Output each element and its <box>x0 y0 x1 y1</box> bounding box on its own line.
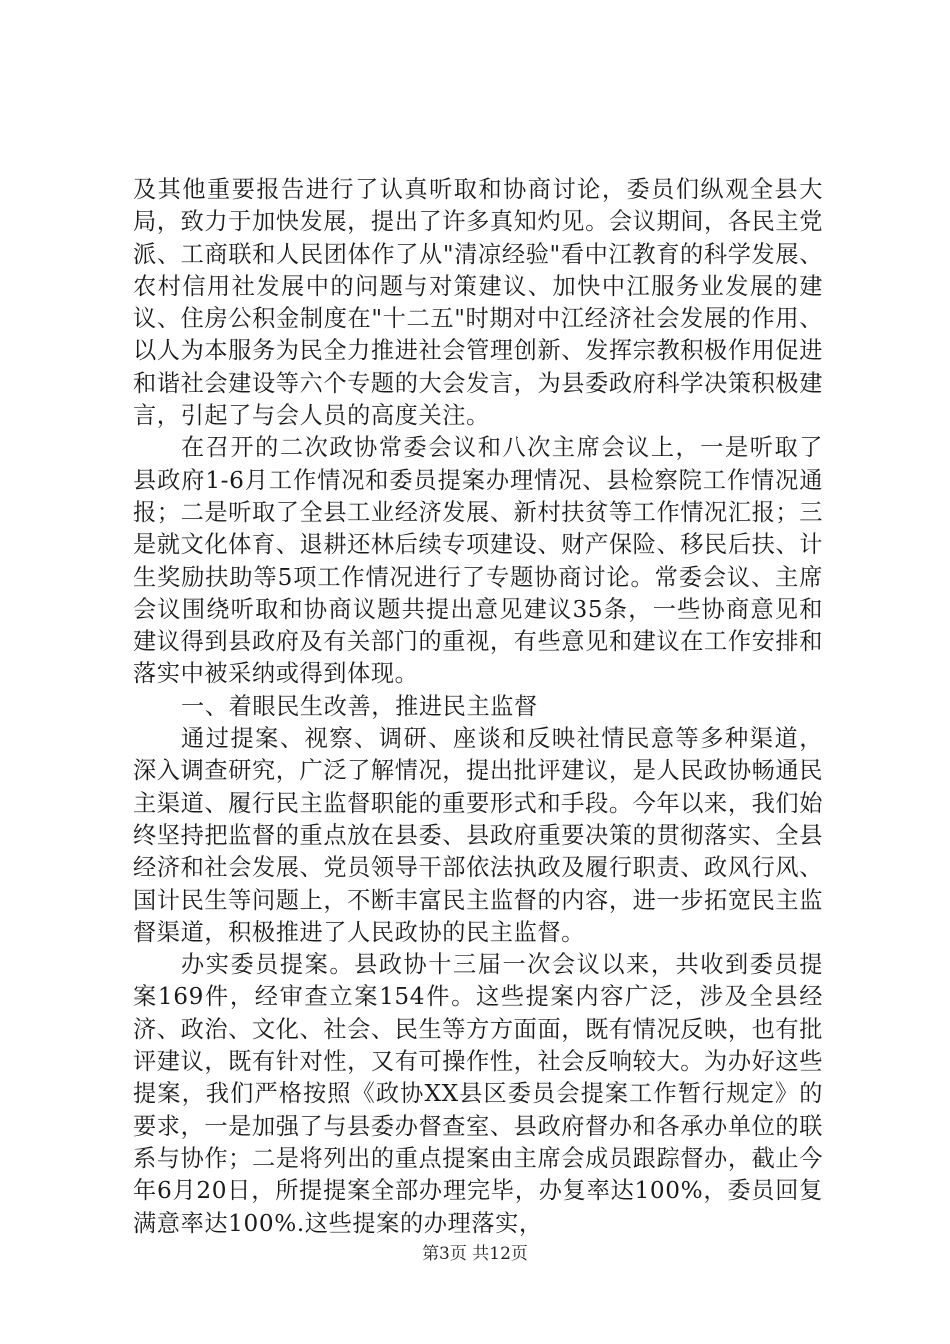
page-footer: 第3页 共12页 <box>422 1244 528 1264</box>
section-heading: 一、着眼民生改善，推进民主监督 <box>181 692 538 720</box>
paragraph-3: 通过提案、视察、调研、座谈和反映社情民意等多种渠道，深入调查研究，广泛了解情况，提出批评建议，是人民政协畅通民主渠道、履行民主监督职能的重要形式和手段。今年以来，我们始终坚持把监督的重点放在县委、县政府重要决策的贯彻落实、全县经济和社会发展、党员领导干部依法执政及履行职责、政风行风、国计民生等问题上，不断丰富民主监督的内容，进一步拓宽民主监督渠道，积极推进了人民政协的民主监督。 <box>133 725 823 946</box>
paragraph-1: 及其他重要报告进行了认真听取和协商讨论，委员们纵观全县大局，致力于加快发展，提出了许多真知灼见。会议期间，各民主党派、工商联和人民团体作了从"清凉经验"看中江教育的科学发展、农村信用社发展中的问题与对策建议、加快中江服务业发展的建议、住房公积金制度在"十二五"时期对中江经济社会发展的作用、以人为本服务为民全力推进社会管理创新、发挥宗教积极作用促进和谐社会建设等六个专题的大会发言，为县委政府科学决策积极建言，引起了与会人员的高度关注。 <box>133 176 823 430</box>
paragraph-4: 办实委员提案。县政协十三届一次会议以来，共收到委员提案169件，经审查立案154件。这些提案内容广泛，涉及全县经济、政治、文化、社会、民生等方方面面，既有情况反映，也有批评建议，既有针对性，又有可操作性，社会反响较大。为办好这些提案，我们严格按照《政协XX县区委员会提案工作暂行规定》的要求，一是加强了与县委办督查室、县政府督办和各承办单位的联系与协作；二是将列出的重点提案由主席会成员跟踪督办，截止今年6月20日，所提提案全部办理完毕，办复率达100%，委员回复满意率达100%.这些提案的办理落实， <box>133 951 823 1237</box>
body-text <box>133 174 823 1240</box>
paragraph-2: 在召开的二次政协常委会议和八次主席会议上，一是听取了县政府1-6月工作情况和委员提案办理情况、县检察院工作情况通报；二是听取了全县工业经济发展、新村扶贫等工作情况汇报；三是就文化体育、退耕还林后续专项建设、财产保险、移民后扶、计生奖励扶助等5项工作情况进行了专题协商讨论。常委会议、主席会议围绕听取和协商议题共提出意见建议35条，一些协商意见和建议得到县政府及有关部门的重视，有些意见和建议在工作安排和落实中被采纳或得到体现。 <box>133 434 823 688</box>
